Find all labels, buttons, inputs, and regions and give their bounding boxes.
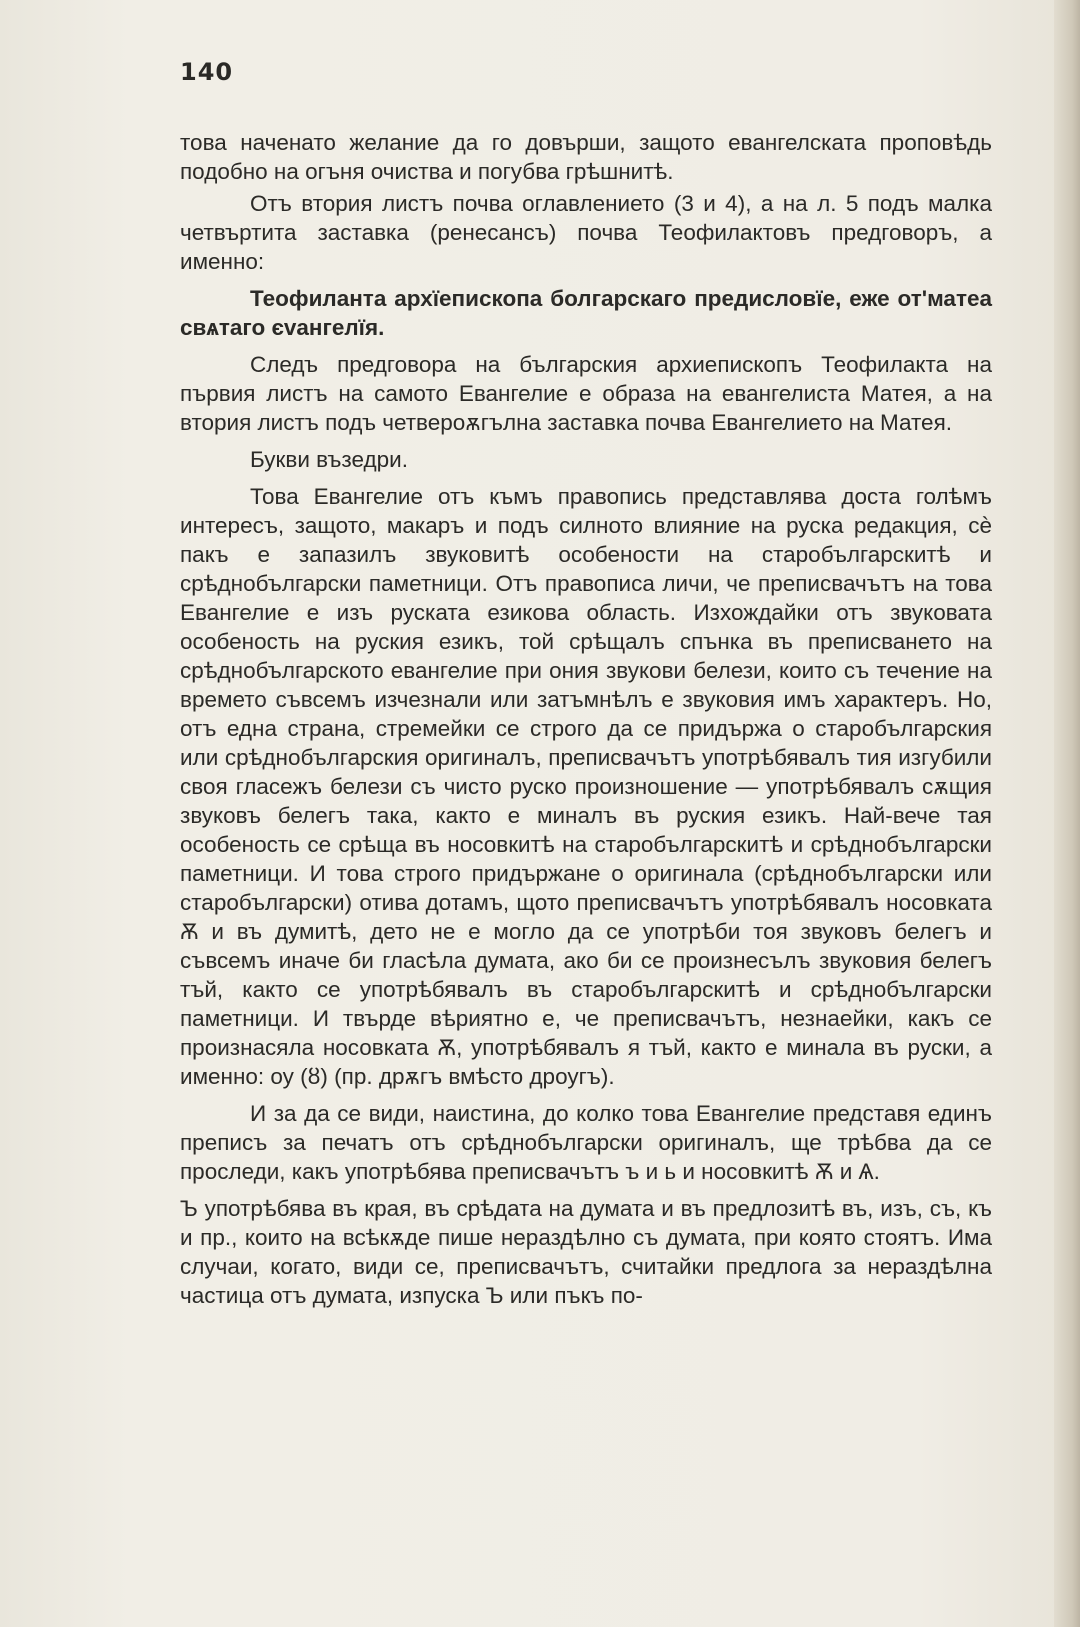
preface-title: Теофиланта архїепископа болгарскаго предисловїе, еже от'матеа свѧтаго єvангелїя. (180, 286, 992, 340)
paragraph-6: И за да се види, наистина, до колко това Евангелие представя единъ преписъ за печатъ отъ срѣднобългарски оригиналъ, ще трѣбва да се проследи, какъ употрѣбява преписвачътъ ъ и ь и носовкитѣ Ѫ и Ѧ. (180, 1101, 992, 1184)
paragraph-1: това наченато желание да го довърши, защото евангелската проповѣдь подобно на огъня очиства и погубва грѣшнитѣ. (180, 130, 992, 184)
paragraph-7: Ъ употрѣбява въ края, въ срѣдата на думата и въ предлозитѣ въ, изъ, съ, къ и пр., които на всѣкѫде пише нераздѣлно съ думата, при която стоятъ. Има случаи, когато, види се, преписвачътъ, считайки предлога за нераздѣлна частица отъ думата, изпуска Ъ или пъкъ по- (180, 1196, 992, 1308)
paragraph-3: Следъ предговора на българския архиепископъ Теофилакта на първия листъ на самото Евангелие е образа на евангелиста Матея, а на втория листъ подъ четвероѫгълна заставка почва Евангелието на Матея. (180, 352, 992, 435)
paragraph-4: Букви възедри. (250, 447, 408, 472)
paragraph-5: Това Евангелие отъ къмъ правопись представлява доста голѣмъ интересъ, защото, макаръ и подъ силното влияние на руска редакция, сѐ пакъ е запазилъ звуковитѣ особености на старобългарскитѣ и срѣднобългарски паметници. Отъ правописа личи, че преписвачътъ на това Евангелие е изъ руската езикова область. Изхождайки отъ звуковата особеность на руския езикъ, той срѣщалъ спънка въ преписването на срѣднобългарското евангелие при ония звукови белези, които съ течение на времето съвсемъ изчезнали или затъмнѣлъ е звуковия имъ характеръ. Но, отъ една страна, стремейки се строго да се придържа о старобългарския или срѣднобългарския оригиналъ, преписвачътъ употрѣбявалъ тия изгубили своя гласежъ белези съ чисто руско произношение — употрѣбявалъ сѫщия звуковъ белегъ така, както е миналъ въ руския езикъ. Най-вече тая особеность се срѣща въ носовкитѣ на старобългарскитѣ и срѣднобългарски паметници. И това строго придържане о оригинала (срѣднобългарски или старобългарски) отива дотамъ, щото преписвачътъ употрѣбявалъ носовката Ѫ и въ думитѣ, дето не е могло да се употрѣби тоя звуковъ белегъ и съвсемъ иначе би гласѣла думата, ако би се произнесълъ звуковия белегъ тъй, както се употрѣбявалъ въ старобългарскитѣ и срѣднобългарски паметници. И твърде вѣриятно е, че преписвачътъ, незнаейки, какъ се произнасяла носовката Ѫ, употрѣбявалъ я тъй, както е минала въ руски, а именно: оу (ȣ) (пр. дрѫгъ вмѣсто дроугъ). (180, 484, 992, 1089)
page-number: 140 (180, 58, 234, 86)
page-gutter-shadow (1054, 0, 1080, 1627)
body-text (180, 128, 992, 1310)
paragraph-2: Отъ втория листъ почва оглавлението (3 и 4), а на л. 5 подъ малка четвъртита заставка (ренесансъ) почва Теофилактовъ предговоръ, а именно: (180, 191, 992, 274)
